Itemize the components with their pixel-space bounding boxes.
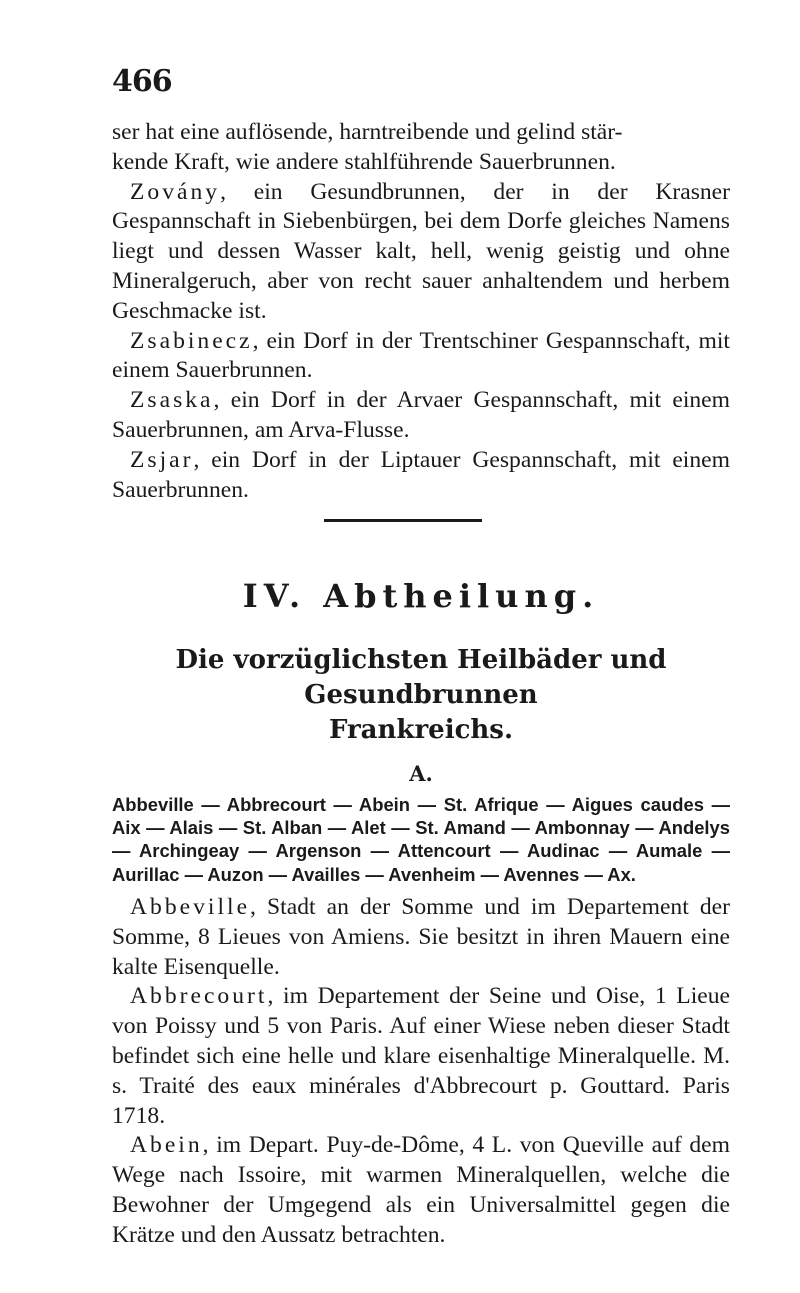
- entry-text: , im Depart. Puy-de-Dôme, 4 L. von Queville auf dem Wege nach Issoire, mit warmen Mineralquellen, welche die Bewohner der Umgegend als ein Universalmittel gegen die Krätze und den Aussatz betrachten.: [112, 1132, 730, 1248]
- intro-line: kende Kraft, wie andere stahlführende Sauerbrunnen.: [112, 148, 616, 175]
- section-heading: IV. Abtheilung.: [242, 577, 600, 615]
- intro-text: [112, 118, 730, 505]
- entry-text: , ein Dorf in der Arvaer Gespannschaft, mit einem Sauerbrunnen, am Arva-Flusse.: [112, 387, 730, 443]
- entry-abbrecourt: [112, 982, 730, 1131]
- page-number: 466: [112, 64, 172, 99]
- entry-abbeville: [112, 893, 730, 982]
- entry-abein: [112, 1131, 730, 1250]
- section-title-line: Frankreichs.: [328, 715, 513, 745]
- entry-name: Abbeville: [130, 894, 251, 920]
- entry-text: , im Departement der Seine und Oise, 1 Lieue von Poissy und 5 von Paris. Auf einer Wiese neben dieser Stadt befindet sich eine helle und klare eisenhaltige Mineralquelle. M. s. Traité des eaux minérales d'Abbrecourt p. Gouttard. Paris 1718.: [112, 983, 730, 1129]
- place-index: Abbeville — Abbrecourt — Abein — St. Afrique — Aigues caudes — Aix — Alais — St. Alban — Alet — St. Amand — Ambonnay — Andelys — Archingeay — Argenson — Attencourt — Audinac — Aumale — Aurillac — Auzon — Availles — Avenheim — Avennes — Ax.: [112, 794, 730, 885]
- entry-name: Abein: [130, 1132, 203, 1159]
- entry-zsabinecz: [112, 327, 730, 387]
- entry-name: Zsabinecz: [130, 327, 253, 354]
- entry-text: , ein Gesundbrunnen, der in der Krasner Gespannschaft in Siebenbürgen, bei dem Dorfe gleiches Namens liegt und dessen Wasser kalt, hell, wenig geistig und ohne Mineralgeruch, aber von recht sauer anhaltendem und herbem Geschmacke ist.: [112, 178, 730, 324]
- entries-text: [112, 893, 730, 1251]
- section-divider: [324, 519, 482, 522]
- entry-name: Abbrecourt: [130, 983, 268, 1010]
- entry-name: Zsaska: [130, 387, 214, 414]
- entry-zovany: [112, 178, 730, 327]
- intro-line: ser hat eine auflösende, harntreibende und gelind stär-: [112, 119, 623, 145]
- section-title-line: Die vorzüglichsten Heilbäder und Gesundbrunnen: [175, 645, 667, 710]
- entry-name: Zovány: [130, 178, 221, 205]
- entry-text: , ein Dorf in der Trentschiner Gespannschaft, mit einem Sauerbrunnen.: [112, 327, 730, 384]
- section-title: [112, 643, 730, 748]
- entry-text: , Stadt an der Somme und im Departement der Somme, 8 Lieues von Amiens. Sie besitzt in ihren Mauern eine kalte Eisenquelle.: [112, 894, 730, 980]
- letter-heading: A.: [409, 761, 433, 786]
- entry-zsjar: [112, 446, 730, 506]
- entry-text: , ein Dorf in der Liptauer Gespannschaft, mit einem Sauerbrunnen.: [112, 446, 730, 503]
- entry-name: Zsjar: [130, 446, 194, 473]
- entry-zsaska: [112, 386, 730, 446]
